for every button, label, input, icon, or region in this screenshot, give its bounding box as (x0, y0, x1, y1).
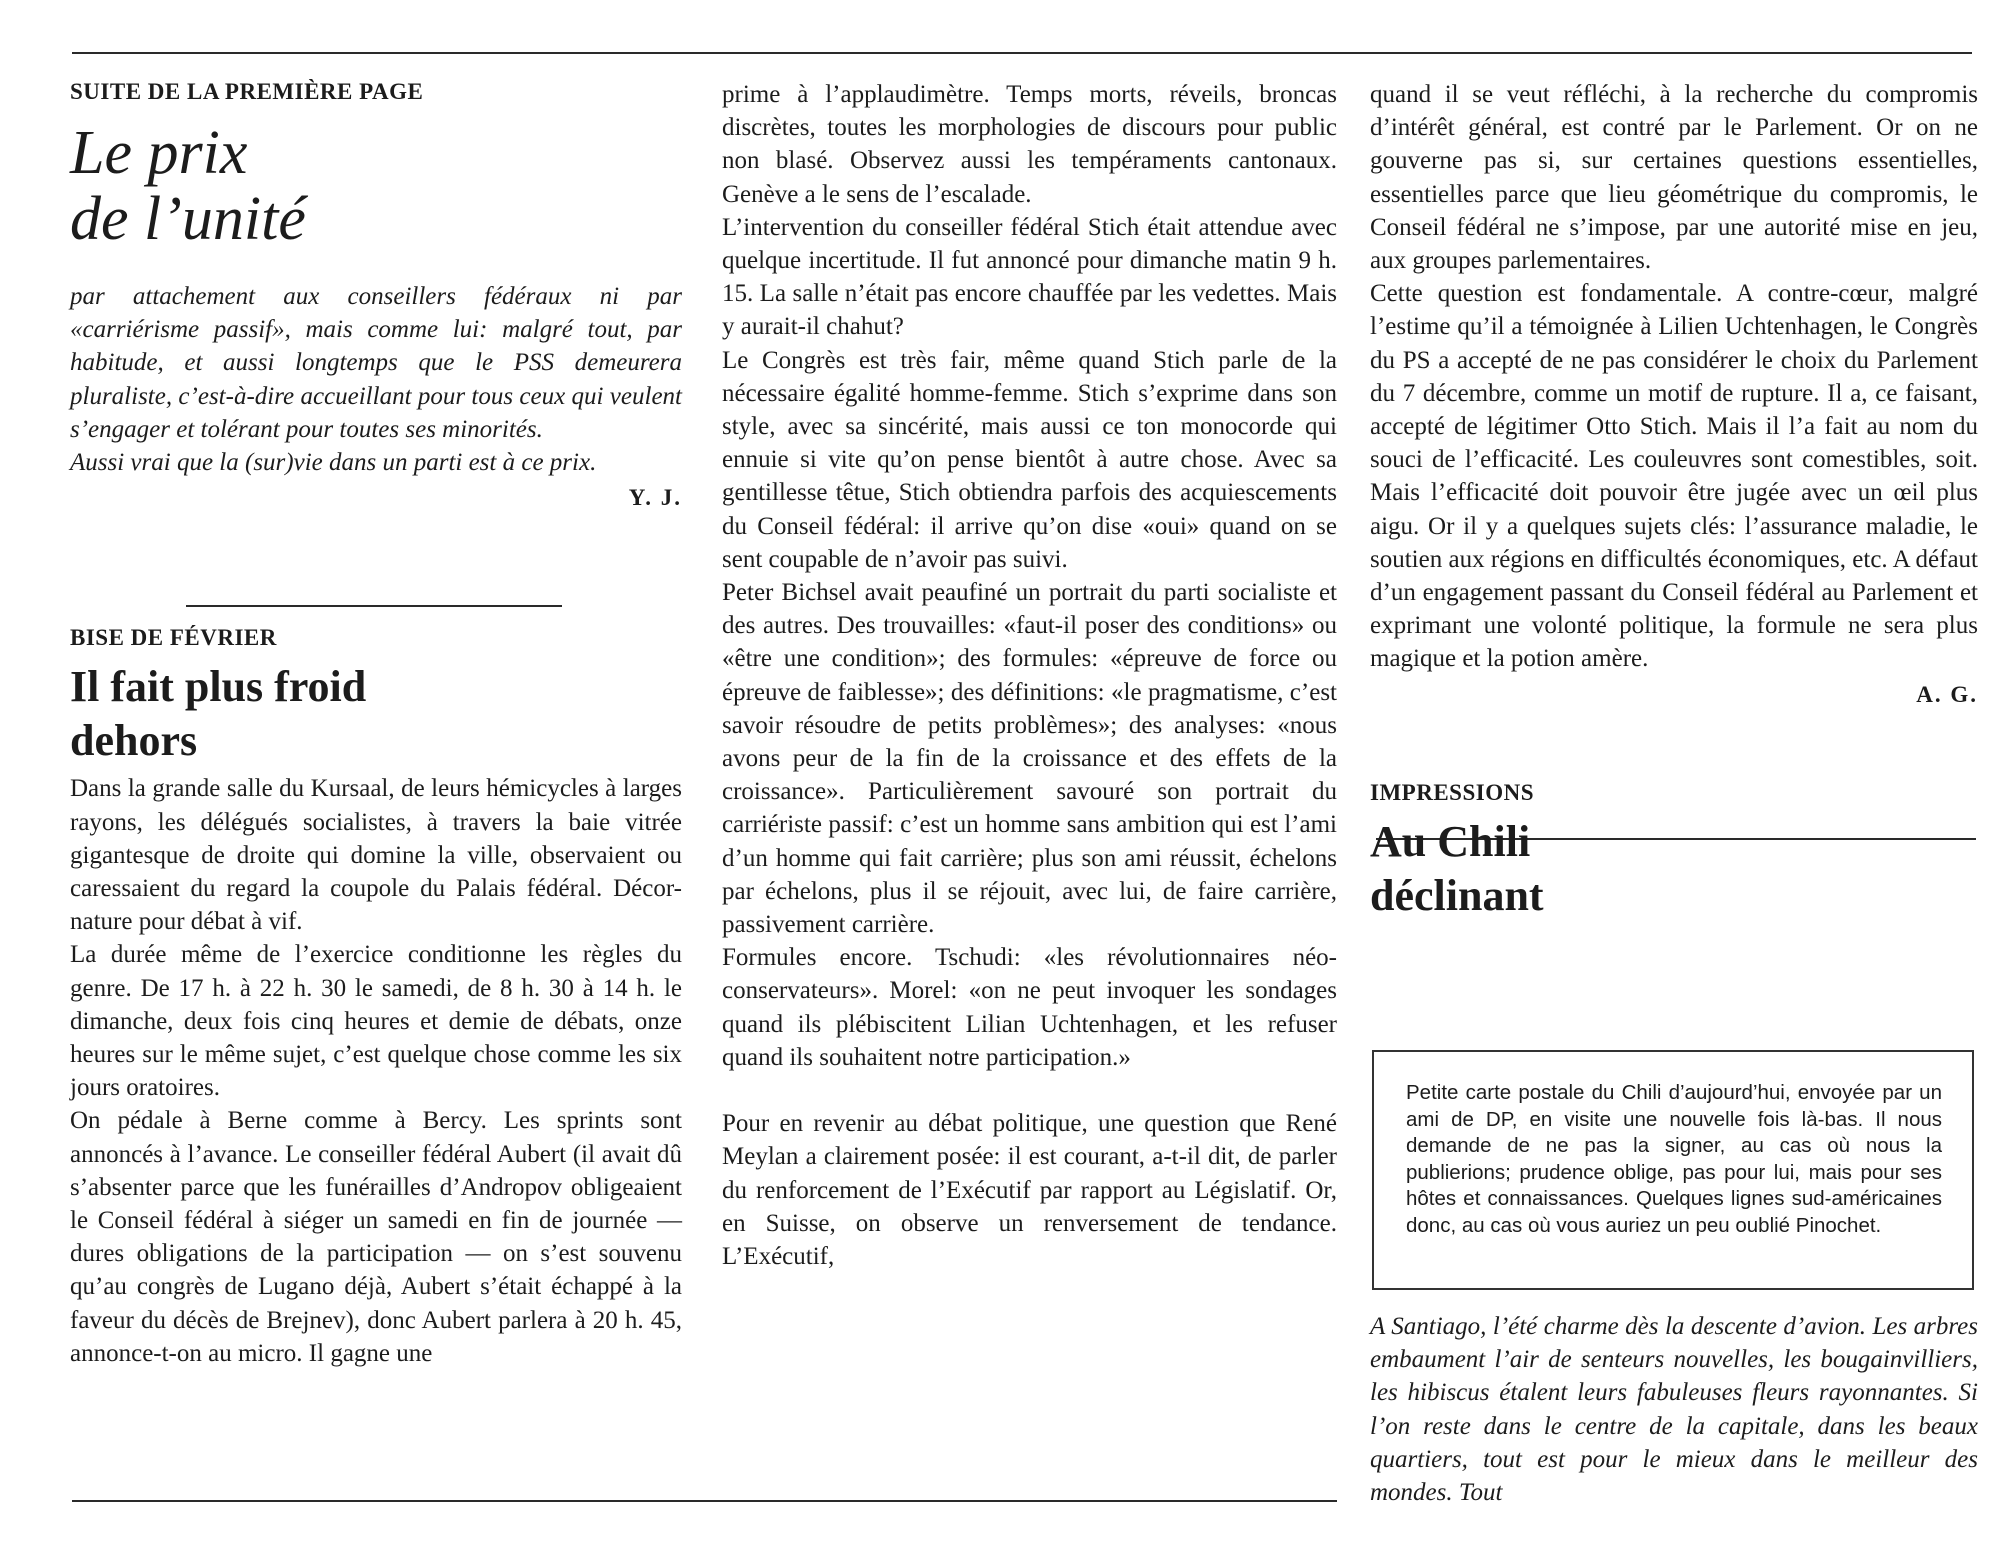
right-kicker: IMPRESSIONS (1370, 779, 1534, 805)
left-headline-line1: Le prix (70, 119, 248, 187)
left-paragraph-1: Dans la grande salle du Kursaal, de leurs hémicycles à larges rayons, les délégués socialistes, à travers la baie vitrée gigantesque de droite qui domine la ville, observaient ou caressaient du regard la coupole du Palais fédéral. Décor-nature pour débat à vif. (70, 775, 682, 936)
left-headline (70, 120, 682, 252)
postcard-box (1372, 1050, 1974, 1290)
middle-column (722, 78, 1337, 1273)
left-headline-2-line1: Il fait plus froid (70, 662, 367, 712)
mid-paragraph-3: Le Congrès est très fair, même quand Stich parle de la nécessaire égalité homme-femme. Stich s’exprime dans son style, avec sa sincérité, mais aussi ce ton monocorde qui ennuie si vite qu’on pense bientôt à autre chose. Avec sa gentillesse têtue, Stich obtiendra parfois des acquiescements du Conseil fédéral: il arrive qu’on dise «oui» quand on se sent coupable de n’avoir pas suivi. (722, 346, 1337, 573)
mid-paragraph-2: L’intervention du conseiller fédéral Stich était attendue avec quelque incertitude. Il fut annoncé pour dimanche matin 9 h. 15. La salle n’était pas encore chauffée par les vedettes. Mais y aurait-il chahut? (722, 213, 1337, 341)
left-intro: par attachement aux conseillers fédéraux ni par «carriérisme passif», mais comme lui: malgré tout, par habitude, et aussi longtemps que le PSS demeurera pluraliste, c’est-à-dire accueillant pour tous ceux qui veulent s’engager et tolérant pour toutes ses minorités. (70, 283, 682, 443)
left-paragraph-3: On pédale à Berne comme à Bercy. Les sprints sont annoncés à l’avance. Le conseiller fédéral Aubert (il avait dû s’absenter parce que les funérailles d’Andropov obligeaient le Conseil fédéral à siéger un samedi en fin de journée — dures obligations de la participation — on s’est souvenu qu’au congrès de Lugano déjà, Aubert s’était échappé à la faveur du décès de Brejnev), donc Aubert parlera à 20 h. 45, annonce-t-on au micro. Il gagne une (70, 1107, 682, 1367)
right-headline-line1: Au Chili (1370, 816, 1531, 866)
left-kicker: SUITE DE LA PREMIÈRE PAGE (70, 79, 424, 104)
left-paragraph-2: La durée même de l’exercice conditionne les règles du genre. De 17 h. à 22 h. 30 le samedi, de 8 h. 30 à 14 h. le dimanche, deux fois cinq heures et demie de débats, onze heures sur le même sujet, c’est quelque chose comme les six jours oratoires. (70, 941, 682, 1102)
right-paragraph-2: Cette question est fondamentale. A contre-cœur, malgré l’estime qu’il a témoignée à Lilien Uchtenhagen, le Congrès du PS a accepté de ne pas considérer le choix du Parlement du 7 décembre, comme un motif de rupture. Il a, ce faisant, accepté de légitimer Otto Stich. Mais il l’a fait au nom du souci de l’efficacité. Les couleuvres sont comestibles, soit. Mais l’efficacité doit pouvoir être jugée avec un œil plus aigu. Or il y a quelques sujets clés: l’assurance maladie, le soutien aux régions en difficultés économiques, etc. A défaut d’un engagement passant du Conseil fédéral au Parlement et exprimant une volonté politique, la formule ne sera plus magique et la potion amère. (1370, 280, 1978, 673)
right-headline (1370, 815, 1978, 923)
mid-paragraph-5: Formules encore. Tschudi: «les révolutionnaires néo-conservateurs». Morel: «on ne peut invoquer les sondages quand ils plébiscitent Lilian Uchtenhagen, et les refuser quand ils souhaitent notre participation.» (722, 944, 1337, 1071)
right-lower-paragraph: A Santiago, l’été charme dès la descente d’avion. Les arbres embaument l’air de senteurs nouvelles, les bougainvilliers, les hibiscus étalent leurs fabuleuses fleurs rayonnantes. Si l’on reste dans le centre de la capitale, dans les beaux quartiers, tout est pour le mieux dans le meilleur des mondes. Tout (1370, 1313, 1978, 1507)
top-rule (72, 52, 1972, 54)
left-kicker-2: BISE DE FÉVRIER (70, 625, 277, 651)
bottom-rule (72, 1500, 1337, 1502)
mid-paragraph-6: Pour en revenir au débat politique, une question que René Meylan a clairement posée: il est courant, a-t-il dit, de parler du renforcement de l’Exécutif par rapport au Législatif. Or, en Suisse, on observe un renversement de tendance. L’Exécutif, (722, 1110, 1337, 1270)
right-paragraph-1: quand il se veut réfléchi, à la recherche du compromis d’intérêt général, est contré par le Parlement. Or on ne gouverne pas si, sur certaines questions essentielles, essentielles parce que lieu géométrique du compromis, le Conseil fédéral ne s’impose, par une autorité mise en jeu, aux groupes parlementaires. (1370, 81, 1978, 275)
right-headline-line2: déclinant (1370, 870, 1544, 920)
left-headline-2-line2: dehors (70, 716, 198, 766)
right-lower-text (1370, 1310, 1978, 1509)
left-column (70, 78, 682, 1370)
left-headline-line2: de l’unité (70, 185, 306, 253)
right-signature: A. G. (1916, 681, 1978, 707)
left-headline-2 (70, 660, 682, 768)
left-signature: Y. J. (628, 485, 682, 511)
mid-paragraph-1: prime à l’applaudimètre. Temps morts, réveils, broncas discrètes, toutes les morphologies de discours pour public non blasé. Observez aussi les tempéraments cantonaux. Genève a le sens de l’escalade. (722, 81, 1337, 208)
right-column (1370, 78, 1978, 923)
postcard-text: Petite carte postale du Chili d’aujourd’hui, envoyée par un ami de DP, en visite une nouvelle fois là-bas. Il nous demande de ne pas la signer, au cas où nous la publierions; prudence oblige, pas pour lui, mais pour ses hôtes et connaissances. Quelques lignes sud-américaines donc, au cas où vous auriez un peu oublié Pinochet. (1406, 1081, 1942, 1237)
left-intro-2: Aussi vrai que la (sur)vie dans un parti est à ce prix. (70, 449, 597, 477)
mid-paragraph-4: Peter Bichsel avait peaufiné un portrait du parti socialiste et des autres. Des trouvailles: «faut-il poser des conditions» ou «être une condition»; des formules: «épreuve de force ou épreuve de faiblesse»; des définitions: «le pragmatisme, c’est savoir résoudre de petits problèmes»; des analyses: «nous avons peur de la fin de la croissance et des effets de la croissance». Particulièrement savouré son portrait du carriériste passif: c’est un homme sans ambition qui est l’ami d’un homme qui fait carrière; plus son ami réussit, échelons par échelons, plus il se réjouit, avec lui, de faire carrière, passivement carrière. (722, 579, 1337, 939)
